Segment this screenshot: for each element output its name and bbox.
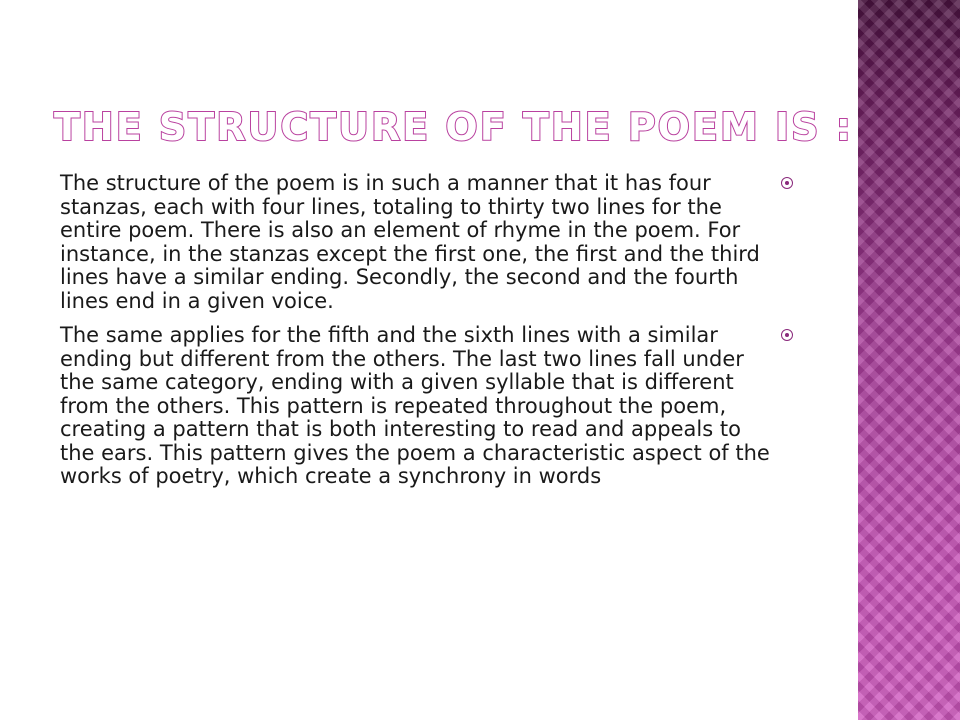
bullet-list [60,172,820,489]
decorative-side-panel [858,0,960,720]
slide-title: THE STRUCTURE OF THE POEM IS : [54,105,853,149]
bullet-item [60,324,820,489]
target-bullet-icon [781,177,793,189]
bullet-item [60,172,820,313]
bullet-text: The structure of the poem is in such a manner that it has four stanzas, each with four lines, totaling to thirty two lines for the entire poem. There is also an element of rhyme in the poem. For instance, in the stanzas except the first one, the first and the third lines have a similar ending. Secondly, the second and the fourth lines end in a given voice. [60,171,760,313]
bullet-text: The same applies for the fifth and the sixth lines with a similar ending but different from the others. The last two lines fall under the same category, ending with a given syllable that is different from the others. This pattern is repeated throughout the poem, creating a pattern that is both interesting to read and appeals to the ears. This pattern gives the poem a characteristic aspect of the works of poetry, which create a synchrony in words [60,323,770,488]
target-bullet-icon [781,329,793,341]
